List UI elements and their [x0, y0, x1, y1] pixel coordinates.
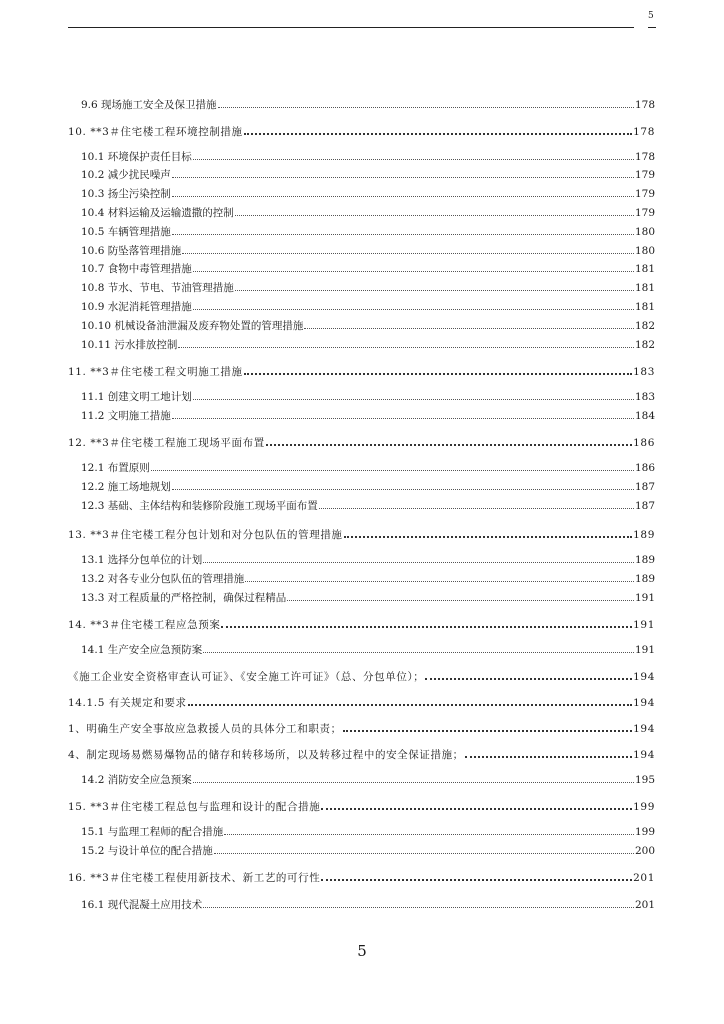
toc-dot-leader: [235, 281, 634, 291]
header-number-rule: [648, 27, 656, 28]
toc-entry-title: 13. **3＃住宅楼工程分包计划和对分包队伍的管理措施: [68, 529, 343, 541]
toc-entry-title: 10.7 食物中毒管理措施: [81, 263, 192, 275]
toc-entry-title: 10.8 节水、节电、节油管理措施: [81, 282, 234, 294]
toc-entry-page: 182: [634, 339, 655, 351]
toc-entry-page: 180: [634, 245, 655, 257]
toc-entry-title: 14.2 消防安全应急预案: [81, 774, 192, 786]
toc-entry-page: 186: [633, 437, 655, 449]
toc-entry[interactable]: [81, 844, 655, 860]
toc-entry-page: 178: [633, 126, 655, 138]
toc-entry[interactable]: [81, 480, 655, 496]
toc-entry-title: 10.5 车辆管理措施: [81, 226, 171, 238]
toc-entry-page: 181: [634, 282, 655, 294]
toc-entry[interactable]: [68, 527, 655, 543]
toc-entry[interactable]: [81, 150, 655, 166]
toc-dot-leader: [193, 390, 634, 400]
toc-dot-leader: [203, 898, 634, 908]
toc-entry-page: 183: [633, 366, 655, 378]
toc-entry-page: 178: [634, 99, 655, 111]
toc-entry[interactable]: [81, 225, 655, 241]
toc-entry-title: 4、制定现场易燃易爆物品的储存和转移场所，以及转移过程中的安全保证措施；: [68, 749, 464, 761]
toc-entry[interactable]: [68, 124, 655, 140]
toc-entry-page: 181: [634, 301, 655, 313]
toc-entry[interactable]: [68, 799, 655, 815]
toc-entry-page: 178: [634, 151, 655, 163]
header-rule: [68, 27, 634, 28]
toc-entry-page: 182: [634, 320, 655, 332]
toc-entry[interactable]: [68, 747, 655, 763]
toc-entry-page: 187: [634, 500, 655, 512]
toc-entry-title: 10.4 材料运输及运输遗撒的控制: [81, 207, 234, 219]
toc-entry[interactable]: [81, 187, 655, 203]
toc-entry-title: 12.1 布置原则: [81, 462, 150, 474]
toc-dot-leader: [172, 225, 634, 235]
toc-entry-page: 194: [633, 749, 655, 761]
toc-dot-leader: [188, 695, 633, 706]
toc-entry[interactable]: [81, 262, 655, 278]
toc-entry[interactable]: [81, 643, 655, 659]
toc-entry[interactable]: [81, 206, 655, 222]
toc-entry[interactable]: [81, 168, 655, 184]
toc-entry-title: 11.1 创建文明工地计划: [81, 391, 192, 403]
toc-dot-leader: [172, 409, 634, 419]
toc-dot-leader: [203, 643, 634, 653]
toc-entry-title: 16. **3＃住宅楼工程使用新技术、新工艺的可行性: [68, 872, 321, 884]
toc-dot-leader: [287, 591, 634, 601]
toc-dot-leader: [425, 669, 632, 680]
toc-dot-leader: [244, 364, 633, 375]
toc-entry-title: 16.1 现代混凝土应用技术: [81, 899, 203, 911]
toc-entry-page: 180: [634, 226, 655, 238]
toc-entry-title: 10.3 扬尘污染控制: [81, 188, 171, 200]
toc-dot-leader: [245, 572, 634, 582]
toc-dot-leader: [193, 773, 634, 783]
toc-entry-title: 12.3 基础、主体结构和装修阶段施工现场平面布置: [81, 500, 318, 512]
toc-entry[interactable]: [81, 281, 655, 297]
toc-entry-page: 200: [634, 845, 655, 857]
toc-entry-title: 15. **3＃住宅楼工程总包与监理和设计的配合措施: [68, 801, 321, 813]
toc-entry-title: 1、明确生产安全事故应急救援人员的具体分工和职责；: [68, 723, 342, 735]
toc-entry[interactable]: [81, 773, 655, 789]
toc-dot-leader: [178, 338, 634, 348]
toc-entry[interactable]: [81, 898, 655, 914]
toc-entry-page: 191: [633, 619, 655, 631]
toc-entry-title: 13.3 对工程质量的严格控制，确保过程精品: [81, 592, 287, 604]
toc-entry-page: 189: [633, 529, 655, 541]
toc-entry[interactable]: [81, 390, 655, 406]
toc-entry[interactable]: [81, 572, 655, 588]
toc-entry-title: 11.2 文明施工措施: [81, 410, 171, 422]
toc-dot-leader: [151, 461, 634, 471]
toc-entry-page: 195: [634, 774, 655, 786]
toc-dot-leader: [182, 244, 634, 254]
toc-entry-title: 12. **3＃住宅楼工程施工现场平面布置: [68, 437, 265, 449]
toc-entry-title: 13.1 选择分包单位的计划: [81, 554, 203, 566]
toc-dot-leader: [218, 98, 634, 108]
toc-entry-title: 《施工企业安全资格审查认可证》、《安全施工许可证》（总、分包单位）；: [68, 671, 425, 683]
toc-entry[interactable]: [81, 244, 655, 260]
toc-entry[interactable]: [68, 435, 655, 451]
toc-dot-leader: [221, 617, 632, 628]
footer-page-number: 5: [357, 942, 367, 960]
toc-dot-leader: [172, 187, 634, 197]
toc-entry[interactable]: [68, 870, 655, 886]
toc-entry-page: 194: [633, 671, 655, 683]
toc-entry[interactable]: [81, 319, 655, 335]
toc-dot-leader: [224, 825, 634, 835]
toc-entry-page: 189: [634, 573, 655, 585]
toc-dot-leader: [193, 150, 634, 160]
toc-entry-page: 184: [634, 410, 655, 422]
toc-entry-page: 179: [634, 169, 655, 181]
toc-entry-title: 10.2 减少扰民噪声: [81, 169, 171, 181]
toc-entry[interactable]: [81, 98, 655, 114]
toc-entry-page: 187: [634, 481, 655, 493]
toc-entry[interactable]: [81, 461, 655, 477]
toc-entry-title: 9.6 现场施工安全及保卫措施: [81, 99, 217, 111]
toc-dot-leader: [343, 721, 632, 732]
toc-entry-page: 201: [633, 872, 655, 884]
toc-dot-leader: [172, 480, 634, 490]
toc-entry-page: 189: [634, 554, 655, 566]
toc-entry[interactable]: [81, 409, 655, 425]
toc-entry-title: 15.1 与监理工程师的配合措施: [81, 826, 224, 838]
toc-entry[interactable]: [81, 825, 655, 841]
toc-entry-page: 201: [634, 899, 655, 911]
toc-entry-title: 10.11 污水排放控制: [81, 339, 178, 351]
toc-dot-leader: [304, 319, 634, 329]
toc-entry-title: 10.6 防坠落管理措施: [81, 245, 182, 257]
toc-dot-leader: [319, 499, 634, 509]
toc-entry-page: 191: [634, 592, 655, 604]
toc-entry-title: 11. **3＃住宅楼工程文明施工措施: [68, 366, 243, 378]
toc-entry-title: 14. **3＃住宅楼工程应急预案: [68, 619, 221, 631]
toc-dot-leader: [193, 300, 634, 310]
toc-dot-leader: [172, 168, 634, 178]
toc-entry-page: 194: [633, 723, 655, 735]
toc-dot-leader: [465, 747, 632, 758]
toc-dot-leader: [344, 527, 633, 538]
toc-entry-title: 15.2 与设计单位的配合措施: [81, 845, 213, 857]
toc-entry-title: 10.1 环境保护责任目标: [81, 151, 192, 163]
toc-entry[interactable]: [68, 669, 655, 685]
toc-entry[interactable]: [81, 591, 655, 607]
toc-dot-leader: [235, 206, 634, 216]
toc-dot-leader: [214, 844, 634, 854]
toc-dot-leader: [321, 799, 632, 810]
toc-entry-page: 183: [634, 391, 655, 403]
toc-entry[interactable]: [68, 695, 655, 711]
toc-entry[interactable]: [81, 499, 655, 515]
toc-entry-page: 179: [634, 207, 655, 219]
toc-entry[interactable]: [68, 617, 655, 633]
toc-entry-page: 194: [633, 697, 655, 709]
toc-entry-title: 12.2 施工场地规划: [81, 481, 171, 493]
toc-entry-page: 199: [633, 801, 655, 813]
toc-dot-leader: [203, 553, 634, 563]
toc-dot-leader: [266, 435, 632, 446]
toc-entry-page: 191: [634, 644, 655, 656]
toc-entry-page: 199: [634, 826, 655, 838]
toc-entry-title: 10.9 水泥消耗管理措施: [81, 301, 192, 313]
toc-entry[interactable]: [81, 553, 655, 569]
toc-entry-title: 14.1 生产安全应急预防案: [81, 644, 203, 656]
toc-entry-title: 10. **3＃住宅楼工程环境控制措施: [68, 126, 243, 138]
toc-entry-page: 179: [634, 188, 655, 200]
toc-entry[interactable]: [81, 338, 655, 354]
toc-entry-title: 10.10 机械设备油泄漏及废弃物处置的管理措施: [81, 320, 304, 332]
toc-dot-leader: [321, 870, 632, 881]
toc-entry[interactable]: [68, 364, 655, 380]
toc-entry[interactable]: [68, 721, 655, 737]
toc-entry-page: 181: [634, 263, 655, 275]
header-page-number: 5: [648, 11, 654, 21]
toc-entry-page: 186: [634, 462, 655, 474]
toc-dot-leader: [193, 262, 634, 272]
toc-entry-title: 13.2 对各专业分包队伍的管理措施: [81, 573, 245, 585]
toc-entry-title: 14.1.5 有关规定和要求: [68, 697, 187, 709]
toc-dot-leader: [244, 124, 633, 135]
toc-entry[interactable]: [81, 300, 655, 316]
